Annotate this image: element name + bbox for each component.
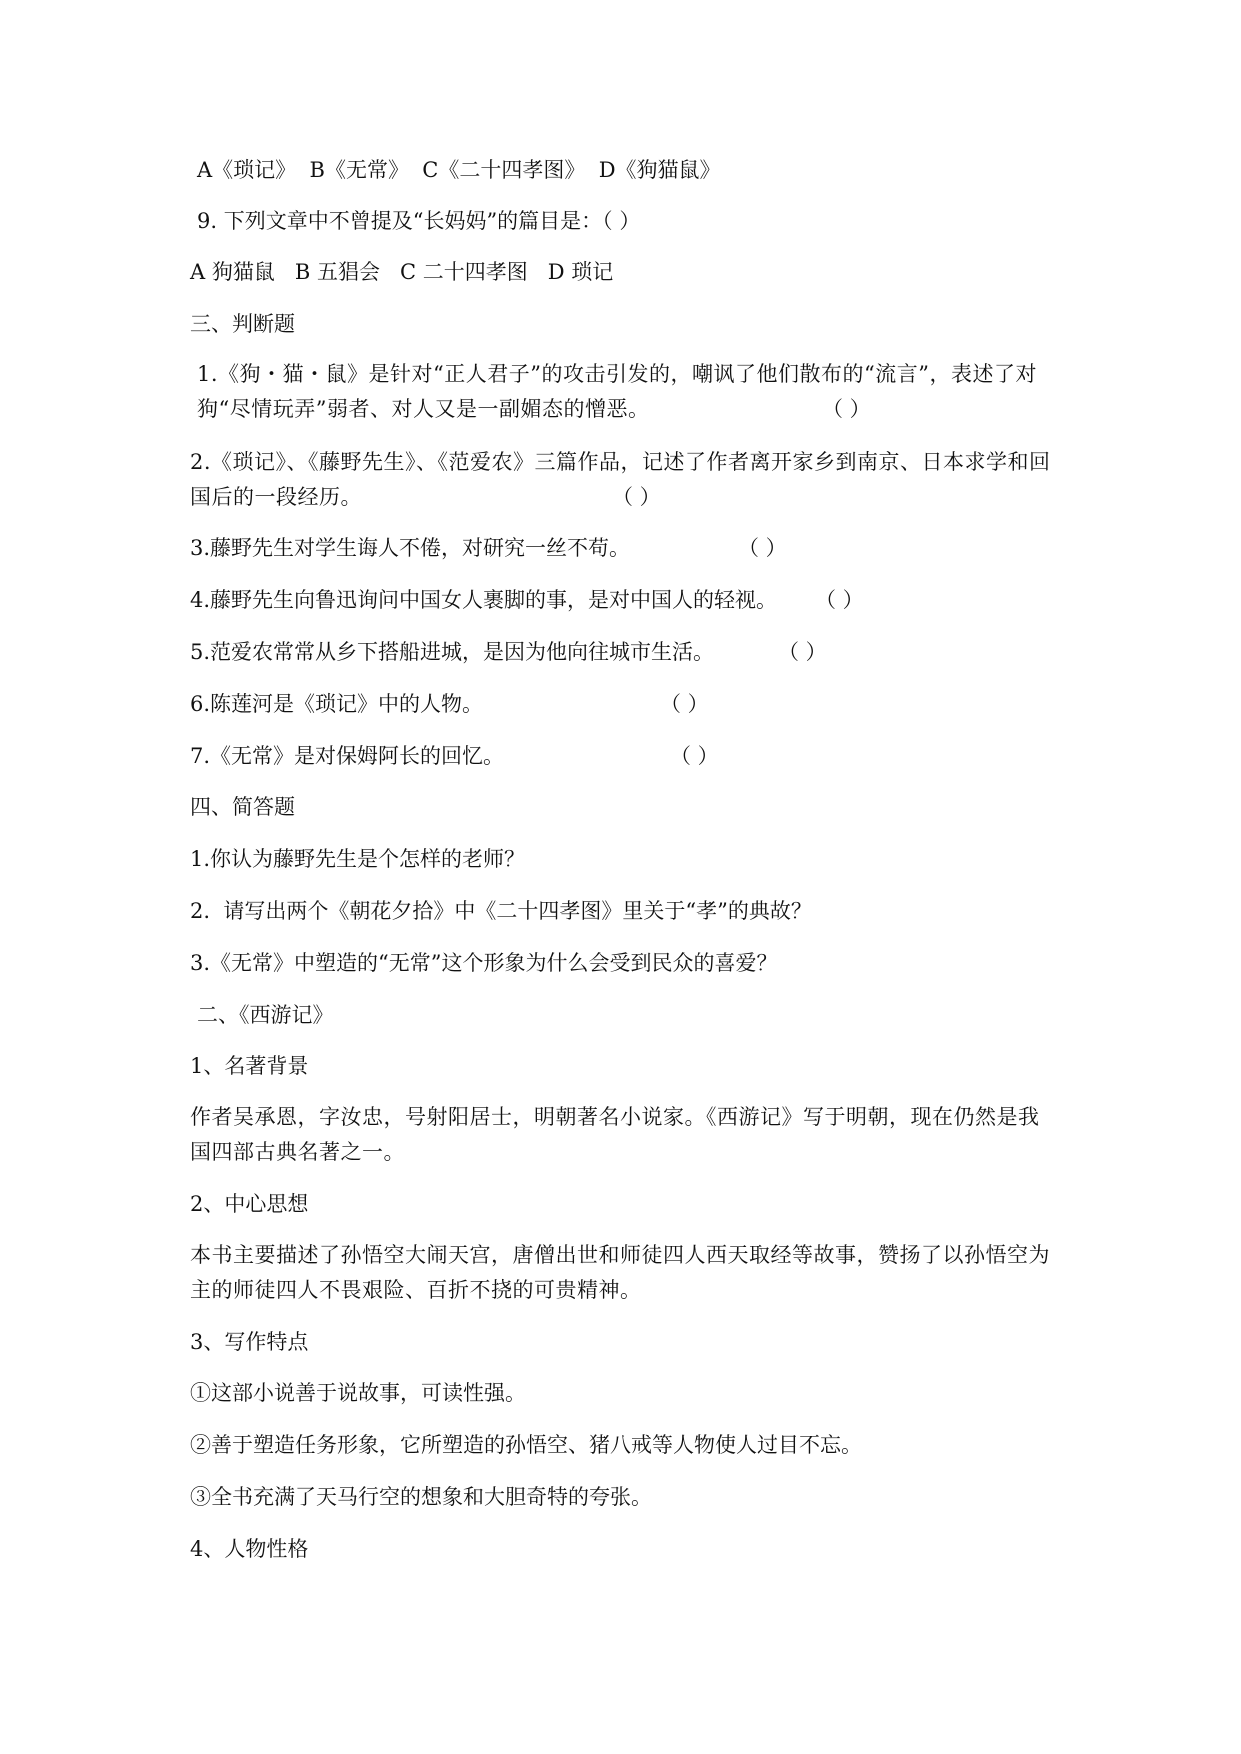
judge-item-1: 1.《狗・猫・鼠》是针对“正人君子”的攻击引发的，嘲讽了他们散布的“流言”，表述了对狗“尽情玩弄”弱者、对人又是一副媚态的憎恶。 [197,362,1037,421]
q9-options: A 狗猫鼠 B 五猖会 C 二十四孝图 D 琐记 [190,260,614,284]
judge-item-2: 2.《琐记》、《藤野先生》、《范爱农》三篇作品，记述了作者离开家乡到南京、日本求学和回国后的一段经历。 [190,450,1051,509]
judge-item-7-paren: （ ） [670,744,719,768]
judge-item-6: 6.陈莲河是《琐记》中的人物。 [190,692,484,716]
judge-item-4: 4.藤野先生向鲁迅询问中国女人裹脚的事，是对中国人的轻视。 [190,588,778,612]
background-text: 作者吴承恩，字汝忠，号射阳居士，明朝著名小说家。《西游记》写于明朝，现在仍然是我国四部古典名著之一。 [190,1105,1040,1164]
judge-item-6-paren: （ ） [660,692,709,716]
judge-item-1-paren: （ ） [822,397,871,421]
characters-heading: 4、人物性格 [190,1537,309,1561]
features-heading: 3、写作特点 [190,1330,309,1354]
q9-question: 9. 下列文章中不曾提及“长妈妈”的篇目是：（ ） [197,209,641,233]
feature-item-2: ②善于塑造任务形象，它所塑造的孙悟空、猪八戒等人物使人过目不忘。 [190,1433,862,1457]
background-heading: 1、名著背景 [190,1054,309,1078]
judge-item-3-paren: （ ） [738,536,787,560]
judge-item-3: 3.藤野先生对学生诲人不倦，对研究一丝不苟。 [190,536,631,560]
theme-heading: 2、中心思想 [190,1192,309,1216]
section-judge-heading: 三、判断题 [190,312,295,336]
short-item-3: 3.《无常》中塑造的“无常”这个形象为什么会受到民众的喜爱？ [190,951,778,975]
short-item-2: 2. 请写出两个《朝花夕拾》中《二十四孝图》里关于“孝”的典故？ [190,899,812,923]
feature-item-3: ③全书充满了天马行空的想象和大胆奇特的夸张。 [190,1485,652,1509]
judge-item-5: 5.范爱农常常从乡下搭船进城，是因为他向往城市生活。 [190,640,715,664]
judge-item-4-paren: （ ） [815,588,864,612]
judge-item-2-paren: （ ） [612,485,661,509]
xiyouji-title: 二、《西游记》 [197,1003,334,1027]
feature-item-1: ①这部小说善于说故事，可读性强。 [190,1381,526,1405]
short-item-1: 1.你认为藤野先生是个怎样的老师？ [190,847,526,871]
judge-item-5-paren: （ ） [778,640,827,664]
section-short-heading: 四、简答题 [190,795,295,819]
q8-options: A《琐记》 B《无常》 C《二十四孝图》 D《狗猫鼠》 [197,158,721,182]
judge-item-7: 7.《无常》是对保姆阿长的回忆。 [190,744,505,768]
theme-text: 本书主要描述了孙悟空大闹天宫，唐僧出世和师徒四人西天取经等故事，赞扬了以孙悟空为主的师徒四人不畏艰险、百折不挠的可贵精神。 [190,1243,1050,1302]
